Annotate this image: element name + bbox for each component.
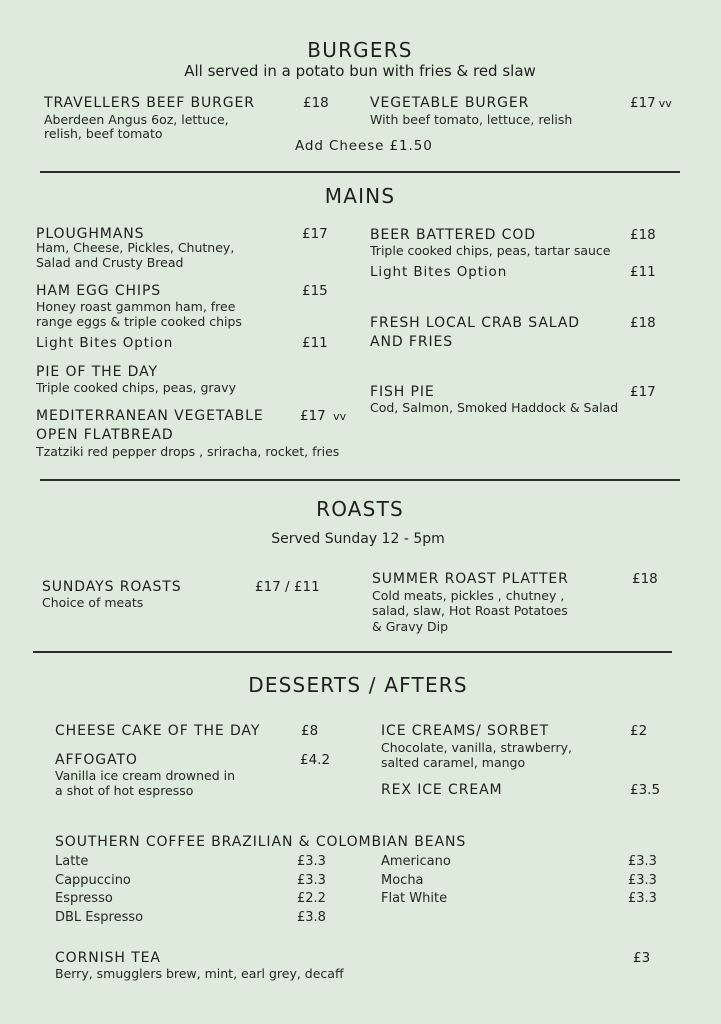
menu-item-desc: salted caramel, mango <box>381 755 526 770</box>
coffee-item-name: Cappuccino <box>55 873 131 888</box>
coffee-item-price: £2.2 <box>297 891 326 906</box>
menu-item-price <box>630 95 672 111</box>
menu-item-price: £15 <box>302 283 328 299</box>
coffee-item-price: £3.3 <box>628 873 657 888</box>
burgers-subtitle: All served in a potato bun with fries & red slaw <box>184 62 536 80</box>
burgers-heading: BURGERS <box>307 38 413 62</box>
divider <box>40 171 680 173</box>
menu-item-price: £18 <box>632 571 658 587</box>
menu-item-name: Light Bites Option <box>36 335 174 351</box>
menu-item-name: MEDITERRANEAN VEGETABLE <box>36 408 264 424</box>
menu-item-name: SUNDAYS ROASTS <box>42 579 182 595</box>
menu-item-name: HAM EGG CHIPS <box>36 283 162 299</box>
menu-item-name: PIE OF THE DAY <box>36 364 158 380</box>
menu-item-desc: Cold meats, pickles , chutney , <box>372 588 565 603</box>
coffee-item-name: Mocha <box>381 873 424 888</box>
menu-item-desc: Triple cooked chips, peas, gravy <box>36 380 236 395</box>
menu-item-desc: Berry, smugglers brew, mint, earl grey, decaff <box>55 966 344 981</box>
menu-item-price <box>300 408 346 424</box>
menu-item-price: £17 <box>630 384 656 400</box>
menu-item-name: BEER BATTERED COD <box>370 227 536 243</box>
menu-item-price: £17 / £11 <box>255 579 320 595</box>
coffee-item-price: £3.3 <box>297 873 326 888</box>
menu-item-price: £3 <box>633 950 651 966</box>
menu-item-name: AFFOGATO <box>55 752 138 768</box>
menu-item-price: £3.5 <box>630 782 661 798</box>
menu-item-desc: Tzatziki red pepper drops , sriracha, rocket, fries <box>36 444 340 459</box>
menu-item-name: CORNISH TEA <box>55 950 161 966</box>
menu-item-name: VEGETABLE BURGER <box>370 95 530 111</box>
coffee-item-price: £3.8 <box>297 910 326 925</box>
menu-item-name: CHEESE CAKE OF THE DAY <box>55 723 261 739</box>
menu-item-desc: relish, beef tomato <box>44 126 163 141</box>
menu-item-name: AND FRIES <box>370 334 454 350</box>
menu-item-name: TRAVELLERS BEEF BURGER <box>44 95 255 111</box>
menu-item-desc: Triple cooked chips, peas, tartar sauce <box>370 243 611 258</box>
divider <box>40 479 680 481</box>
coffee-item-price: £3.3 <box>628 891 657 906</box>
price-value: £17 <box>300 408 326 424</box>
menu-item-name: FRESH LOCAL CRAB SALAD <box>370 315 580 331</box>
coffee-item-name: Latte <box>55 854 89 869</box>
menu-item-price: £11 <box>630 264 656 280</box>
coffee-item-name: DBL Espresso <box>55 910 144 925</box>
menu-item-desc: & Gravy Dip <box>372 619 449 634</box>
mains-heading: MAINS <box>324 184 396 208</box>
menu-item-name: PLOUGHMANS <box>36 226 145 242</box>
menu-item-desc: Chocolate, vanilla, strawberry, <box>381 740 572 755</box>
menu-item-price: £17 <box>302 226 328 242</box>
roasts-subtitle: Served Sunday 12 - 5pm <box>271 531 445 547</box>
menu-item-desc: salad, slaw, Hot Roast Potatoes <box>372 603 568 618</box>
roasts-heading: ROASTS <box>316 497 404 521</box>
menu-item-price: £4.2 <box>300 752 331 768</box>
menu-item-price: £11 <box>302 335 328 351</box>
menu-item-price: £18 <box>303 95 329 111</box>
menu-item-desc: Cod, Salmon, Smoked Haddock & Salad <box>370 400 619 415</box>
menu-item-name: REX ICE CREAM <box>381 782 503 798</box>
coffee-item-price: £3.3 <box>628 854 657 869</box>
menu-item-desc: Ham, Cheese, Pickles, Chutney, <box>36 240 235 255</box>
menu-item-name: OPEN FLATBREAD <box>36 427 174 443</box>
menu-item-desc: Vanilla ice cream drowned in <box>55 768 236 783</box>
menu-item-name: ICE CREAMS/ SORBET <box>381 723 550 739</box>
coffee-item-name: Flat White <box>381 891 448 906</box>
menu-item-name: SUMMER ROAST PLATTER <box>372 571 569 587</box>
menu-item-price: £18 <box>630 315 656 331</box>
price-value: £17 <box>630 95 656 111</box>
divider <box>33 651 672 653</box>
vegan-tag: vv <box>333 410 347 423</box>
menu-item-desc: Aberdeen Angus 6oz, lettuce, <box>44 112 229 127</box>
desserts-heading: DESSERTS / AFTERS <box>248 673 468 697</box>
menu-item-desc: a shot of hot espresso <box>55 783 194 798</box>
menu-item-desc: With beef tomato, lettuce, relish <box>370 112 573 127</box>
coffee-item-name: Americano <box>381 854 451 869</box>
coffee-item-price: £3.3 <box>297 854 326 869</box>
coffee-item-name: Espresso <box>55 891 113 906</box>
menu-item-price: £8 <box>301 723 319 739</box>
menu-item-desc: Honey roast gammon ham, free <box>36 299 236 314</box>
menu-item-name: Light Bites Option <box>370 264 508 280</box>
coffee-heading: SOUTHERN COFFEE BRAZILIAN & COLOMBIAN BEANS <box>55 834 467 850</box>
menu-item-name: FISH PIE <box>370 384 435 400</box>
menu-item-desc: Choice of meats <box>42 595 144 610</box>
menu-item-price: £2 <box>630 723 648 739</box>
menu-item-price: £18 <box>630 227 656 243</box>
vegan-tag: vv <box>658 97 672 110</box>
menu-item-desc: range eggs & triple cooked chips <box>36 314 242 329</box>
add-cheese-note: Add Cheese £1.50 <box>295 138 433 154</box>
menu-item-desc: Salad and Crusty Bread <box>36 255 184 270</box>
